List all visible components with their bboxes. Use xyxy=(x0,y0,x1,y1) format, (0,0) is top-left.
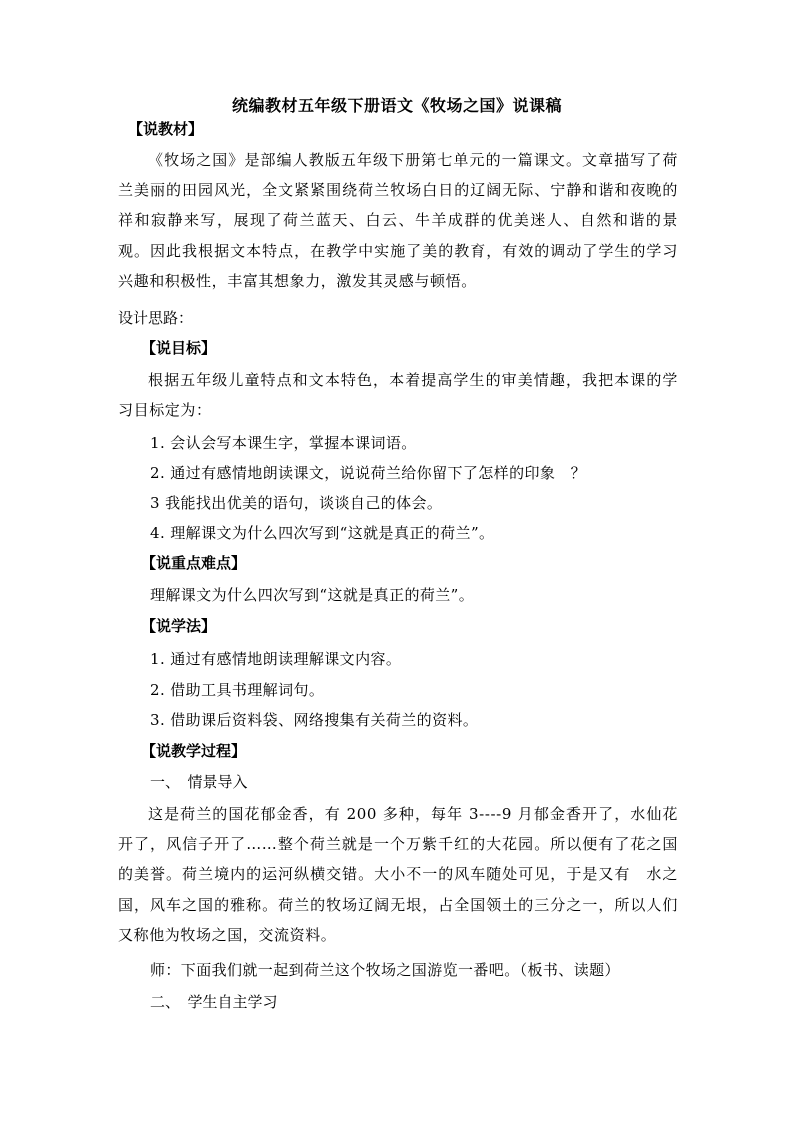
goal-item-3: 3 我能找出优美的语句，谈谈自己的体会。 xyxy=(150,494,443,512)
section-heading-textbook: 【说教材】 xyxy=(128,120,204,138)
section-heading-methods: 【说学法】 xyxy=(141,617,217,635)
method-item-2: 2. 借助工具书理解词句。 xyxy=(150,681,325,699)
section-heading-process: 【说教学过程】 xyxy=(141,742,247,760)
goal-item-2: 2. 通过有感情地朗读课文，说说荷兰给你留下了怎样的印象 ？ xyxy=(150,464,587,482)
step-1-heading: 一、 情景导入 xyxy=(150,773,248,791)
method-item-1: 1. 通过有感情地朗读理解课文内容。 xyxy=(150,650,402,668)
section-heading-key-points: 【说重点难点】 xyxy=(141,554,247,572)
teacher-line: 师：下面我们就一起到荷兰这个牧场之国游览一番吧。（板书、读题） xyxy=(150,961,620,979)
paragraph-textbook: 《牧场之国》是部编人教版五年级下册第七单元的一篇课文。文章描写了荷兰美丽的田园风光，全文紧紧围绕荷兰牧场白日的辽阔无际、宁静和谐和夜晚的祥和寂静来写，展现了荷兰蓝天、白云、牛羊成群的优美迷人、自然和谐的景观。因此我根据文本特点，在教学中实施了美的教育，有效的调动了学生的学习兴趣和积极性，丰富其想象力，激发其灵感与顿悟。 xyxy=(118,151,678,290)
section-heading-goals: 【说目标】 xyxy=(141,339,217,357)
goal-item-1: 1. 会认会写本课生字，掌握本课词语。 xyxy=(150,434,417,452)
document-title: 统编教材五年级下册语文《牧场之国》说课稿 xyxy=(231,96,562,115)
goal-item-4: 4. 理解课文为什么四次写到“这就是真正的荷兰”。 xyxy=(150,524,495,542)
step-2-heading: 二、 学生自主学习 xyxy=(150,993,278,1011)
key-points-text: 理解课文为什么四次写到“这就是真正的荷兰”。 xyxy=(150,586,475,604)
paragraph-goals-intro: 根据五年级儿童特点和文本特色，本着提高学生的审美情趣，我把本课的学习目标定为： xyxy=(118,371,678,420)
paragraph-step-1: 这是荷兰的国花郁金香，有 200 多种，每年 3----9 月郁金香开了，水仙花开了，风信子开了……整个荷兰就是一个万紫千红的大花园。所以便有了花之国的美誉。荷兰境内的运河纵横交错。大小不一的风车随处可见，于是又有 水之国，风车之国的雅称。荷兰的牧场辽阔无垠，占全国领土的三分之一，所以人们又称他为牧场之国，交流资料。 xyxy=(118,805,678,944)
method-item-3: 3. 借助课后资料袋、网络搜集有关荷兰的资料。 xyxy=(150,711,479,729)
design-idea-label: 设计思路： xyxy=(118,309,194,327)
